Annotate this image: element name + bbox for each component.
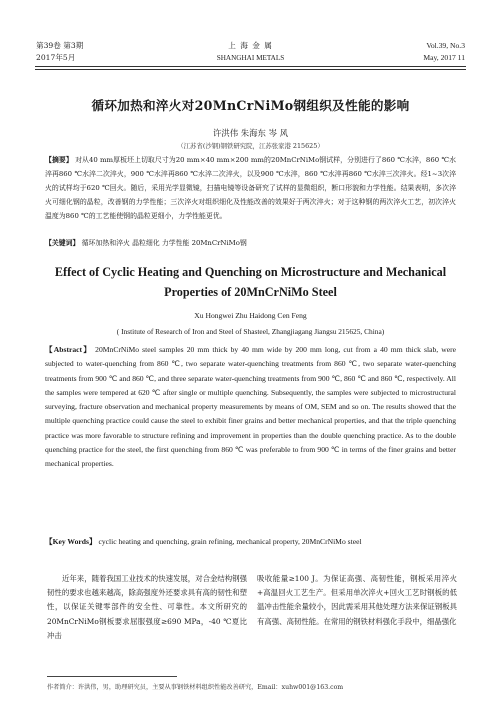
journal-name-en: SHANGHAI METALS [216, 54, 285, 62]
abstract-cn [45, 153, 456, 223]
authors-cn: 许洪伟 朱海东 岑 风 [213, 128, 288, 138]
keywords-text-en: cyclic heating and quenching, grain refining, mechanical property, 20MnCrNiMo steel [98, 537, 362, 546]
authors-en: Xu Hongwei Zhu Haidong Cen Feng [194, 311, 307, 320]
affiliation-en: ( Institute of Research of Iron and Steel of Shasteel, Zhangjiagang Jiangsu 215625, China) [116, 327, 385, 336]
keywords-cn [45, 236, 456, 250]
keywords-label-en: 【Key Words】 [45, 537, 97, 546]
journal-date-page: May, 2017 11 [423, 53, 465, 62]
paper-title-en-text: Effect of Cyclic Heating and Quenching on Microstructure and Mechanical Properties of 20MnCrNiMo Steel [54, 265, 447, 299]
journal-name-cn: 上 海 金 属 [228, 41, 273, 50]
abstract-label-en: 【Abstract】 [45, 345, 93, 354]
body-column-right: 吸收能量≥100 J。为保证高强、高韧性能，钢板采用淬火+高温回火工艺生产。但采用单次淬火+回火工艺时钢板的低温冲击性能余量较小，因此需采用其他处理方法来保证钢板具有高强、高韧性能。在常用的钢铁材料强化手段中，细晶强化 [257, 574, 457, 626]
journal-volume-en: Vol.39, No.3 [426, 41, 465, 50]
author-footnote: 作者简介：许洪伟，男，助理研究员，主要从事钢铁材料组织性能改善研究，Email：xuhw001@163.com [47, 684, 344, 691]
abstract-label-cn: 【摘要】 [45, 156, 73, 164]
journal-volume-issue: 第39卷 第3期 [36, 41, 84, 50]
header-rule [35, 66, 466, 67]
header-rule-thin [35, 69, 466, 70]
keywords-text-cn: 循环加热和淬火 晶粒细化 力学性能 20MnCrNiMo钢 [81, 239, 247, 247]
journal-date: 2017年5月 [36, 53, 76, 62]
abstract-text-cn: 对从40 mm厚板坯上切取尺寸为20 mm×40 mm×200 mm的20MnCrNiMo钢试样，分别进行了860 ℃水淬，860 ℃水淬再860 ℃水淬二次淬火，900 ℃水淬再860 ℃水淬二次淬火，以及900 ℃水淬，860 ℃水淬再860 ℃水淬三次淬火。经1~3次淬火的试样均于620 ℃回火。随后，采用光学显微镜，扫描电镜等设备研究了试样的显微组织，断口形貌和力学性能。结果表明，多次淬火可细化钢的晶粒，改善钢的力学性能；三次淬火对组织细化及性能改善的效果好于两次淬火；对于这种钢的两次淬火工艺，初次淬火温度为860 ℃的工艺能使钢的晶粒更细小，力学性能更优。 [45, 156, 457, 221]
keywords-label-cn: 【关键词】 [45, 239, 80, 247]
footnote-rule [47, 676, 177, 677]
affiliation-cn: （江苏省(沙钢)钢铁研究院，江苏张家港 215625） [177, 142, 324, 150]
abstract-text-en: 20MnCrNiMo steel samples 20 mm thick by 40 mm wide by 200 mm long, cut from a 40 mm thick slab, were subjected to water-quenching from 860 ℃, two separate water-quenching treatments from 860 ℃, two separate water-quenching treatments from 900 ℃ and 860 ℃, and three separate water-quenching treatments from 900 ℃, 860 ℃ and 860 ℃, respectively. All the samples were tempered at 620 ℃ after single or multiple quenching. Subsequently, the samples were subjected to microstructural surveying, fracture observation and mechanical property measurements by means of OM, SEM and so on. The results showed that the multiple quenching practice could cause the steel to exhibit finer grains and better mechanical properties, and that the triple quenching practice was more favorable to structure refining and improvement in properties than the double quenching practice. As to the double quenching practice for the steel, the first quenching from 860 ℃ was preferable to from 900 ℃ in terms of the finer grains and better mechanical properties. [45, 345, 456, 469]
abstract-en [45, 343, 456, 472]
body-column-left: 近年来，随着我国工业技术的快速发展，对合金结构钢强韧性的要求也越来越高，除高强度外还要求具有高的韧性和塑性，以保证关键零部件的安全性、可靠性。本文所研究的20MnCrNiMo钢板要求屈服强度≥690 MPa，-40 ℃夏比冲击 [47, 574, 247, 640]
paper-title-en [0, 262, 501, 302]
keywords-en [45, 535, 456, 549]
paper-title-cn: 循环加热和淬火对20MnCrNiMo钢组织及性能的影响 [91, 98, 410, 113]
